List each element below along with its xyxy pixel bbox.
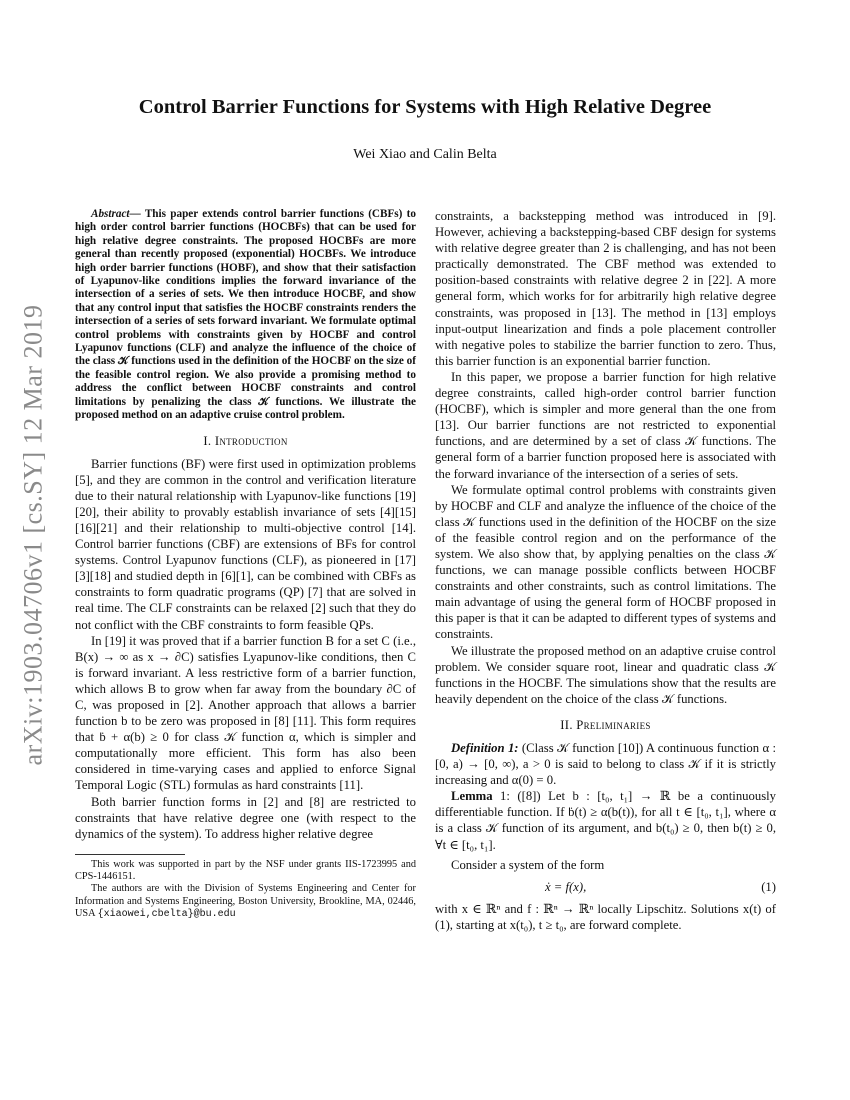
- equation-number: (1): [761, 879, 776, 894]
- intro-paragraph-5: In this paper, we propose a barrier function for high relative degree constraints, called high-order control barrier function (HOCBF), which is simpler and more general than the one from [13]. Our barrier functions are not restricted to exponential functions, and are determined by a set of class 𝒦 functions. The general form of a barrier function proposed here is associated with the forward invariance of the intersection of a series of sets.: [435, 369, 776, 481]
- intro-paragraph-2: In [19] it was proved that if a barrier function B for a set C (i.e., B(x) → ∞ as x → ∂C) satisfies Lyapunov-like conditions, then C is forward invariant. A less restrictive form of a barrier function, which allows B to grow when far away from the boundary ∂C of C, was proposed in [2]. Another approach that allows a barrier function b to be zero was proposed in [8] [11]. This form requires that ḃ + α(b) ≥ 0 for class 𝒦 function α, which is simpler and computationally more efficient. This form has also been considered in time-varying cases and applied to enforce Signal Temporal Logic (STL) formulas as hard constraints [11].: [75, 633, 416, 793]
- paper-title: Control Barrier Functions for Systems with High Relative Degree: [138, 96, 712, 118]
- abstract: [75, 208, 416, 423]
- abstract-label: Abstract: [91, 208, 130, 220]
- arxiv-identifier: arXiv:1903.04706v1 [cs.SY] 12 Mar 2019: [18, 304, 48, 766]
- intro-paragraph-7: We illustrate the proposed method on an adaptive cruise control problem. We consider square root, linear and quadratic class 𝒦 functions in the HOCBF. The simulations show that the results are heavily dependent on the choice of the class 𝒦 functions.: [435, 643, 776, 706]
- paper-authors: Wei Xiao and Calin Belta: [353, 147, 497, 162]
- intro-paragraph-3: Both barrier function forms in [2] and [8] are restricted to constraints that have relative degree one (with respect to the dynamics of the system). To address higher relative degree: [75, 794, 416, 841]
- intro-paragraph-6: We formulate optimal control problems with constraints given by HOCBF and CLF and analyze the influence of the choice of the class 𝒦 functions used in the definition of the HOCBF on the size of the feasible control region and on the performance of the system. We also show that, by applying penalties on the class 𝒦 functions, we can manage possible conflicts between HOCBF constraints and other constraints, such as control limitations. The main advantage of using the general form of HOCBF proposed in this paper is that it can be adapted to different types of systems and constraints.: [435, 482, 776, 642]
- section-heading-preliminaries: II. Preliminaries: [560, 717, 651, 732]
- intro-paragraph-4: constraints, a backstepping method was introduced in [9]. However, achieving a backstepping-based CBF design for systems with relative degree greater than 2 is challenging, and has not been practically demonstrated. The CBF method was extended to position-based constraints with relative degree 2 in [22]. A more general form, which works for for arbitrarily high relative degree constraints, was proposed in [13]. The method in [13] employs input-output linearization and finds a pole placement controller with negative poles to stabilize the barrier function to zero. Thus, this barrier function is an exponential barrier function.: [435, 209, 776, 368]
- equation-expression: ẋ = f(x),: [545, 879, 587, 894]
- footnote-affiliation-text: The authors are with the Division of Systems Engineering and Center for Information and Systems Engineering, Boston University, Brookline, MA, 02446, USA: [75, 883, 416, 920]
- footnote-funding: This work was supported in part by the NSF under grants IIS-1723995 and CPS-1446151.: [75, 858, 416, 883]
- equation-1: [435, 879, 776, 895]
- arxiv-sidebar: [11, 300, 55, 770]
- footnote-affiliation: [75, 883, 416, 921]
- lemma-text: 1: ([8]) Let b : [t₀, t₁] → ℝ be a continuously differentiable function. If ḃ(t) ≥ α(b(t)), for all t ∈ [t₀, t₁], where α is a class 𝒦 function of its argument, and b(t₀) ≥ 0, then b(t) ≥ 0, ∀t ∈ [t₀, t₁].: [435, 789, 776, 852]
- left-column: [75, 208, 416, 921]
- intro-paragraph-1: Barrier functions (BF) were first used in optimization problems [5], and they are common in the control and verification literature due to their natural relationship with Lyapunov-like functions [19][20], their ability to provably establish invariance of sets [4][15][16][21] and their relationship to multi-objective control [14]. Control barrier functions (CBF) are extensions of BFs for control systems. Control Lyapunov functions (CLF), as pioneered in [17][3][18] and studied depth in [6][1], can be combined with CBFs as constraints to form quadratic programs (QP) [7] that are solved in real time. The CLF constraints can be relaxed [2] such that they do not conflict with the CBF constraints to form feasible QPs.: [75, 456, 416, 632]
- definition-1: [435, 740, 776, 788]
- closing-paragraph: with x ∈ ℝⁿ and f : ℝⁿ → ℝⁿ locally Lipschitz. Solutions x(t) of (1), starting at x(t₀), t ≥ t₀, are forward complete.: [435, 901, 776, 932]
- definition-label: Definition 1:: [451, 741, 519, 755]
- section-heading-introduction: I. Introduction: [203, 433, 288, 448]
- lemma-label: Lemma: [451, 789, 493, 804]
- footnote-divider: [75, 854, 185, 855]
- abstract-text: — This paper extends control barrier functions (CBFs) to high order control barrier functions (HOCBFs) that can be used for high relative degree constraints. The proposed HOCBFs are more general than recently proposed (exponential) HOCBFs. We introduce high order barrier functions (HOBF), and show that their satisfaction of Lyapunov-like conditions implies the forward invariance of the intersection of a series of sets. We then introduce HOCBF, and show that any control input that satisfies the HOCBF constraints renders the intersection of a series of sets forward invariant. We formulate optimal control problems with constraints given by HOCBF and control Lyapunov functions (CLF) and analyze the influence of the choice of the class 𝒦 functions used in the definition of the HOCBF on the size of the feasible control region. We also provide a promising method to address the conflict between HOCBF constraints and control limitations by penalizing the class 𝒦 functions. We illustrate the proposed method on an adaptive cruise control problem.: [75, 208, 416, 422]
- definition-text: (Class 𝒦 function [10]) A continuous function α : [0, a) → [0, ∞), a > 0 is said to belong to class 𝒦 if it is strictly increasing and α(0) = 0.: [435, 741, 777, 788]
- right-column: [435, 208, 776, 933]
- system-intro: Consider a system of the form: [451, 857, 605, 872]
- lemma-1: [435, 788, 776, 852]
- author-emails: {xiaowei,cbelta}@bu.edu: [97, 909, 236, 921]
